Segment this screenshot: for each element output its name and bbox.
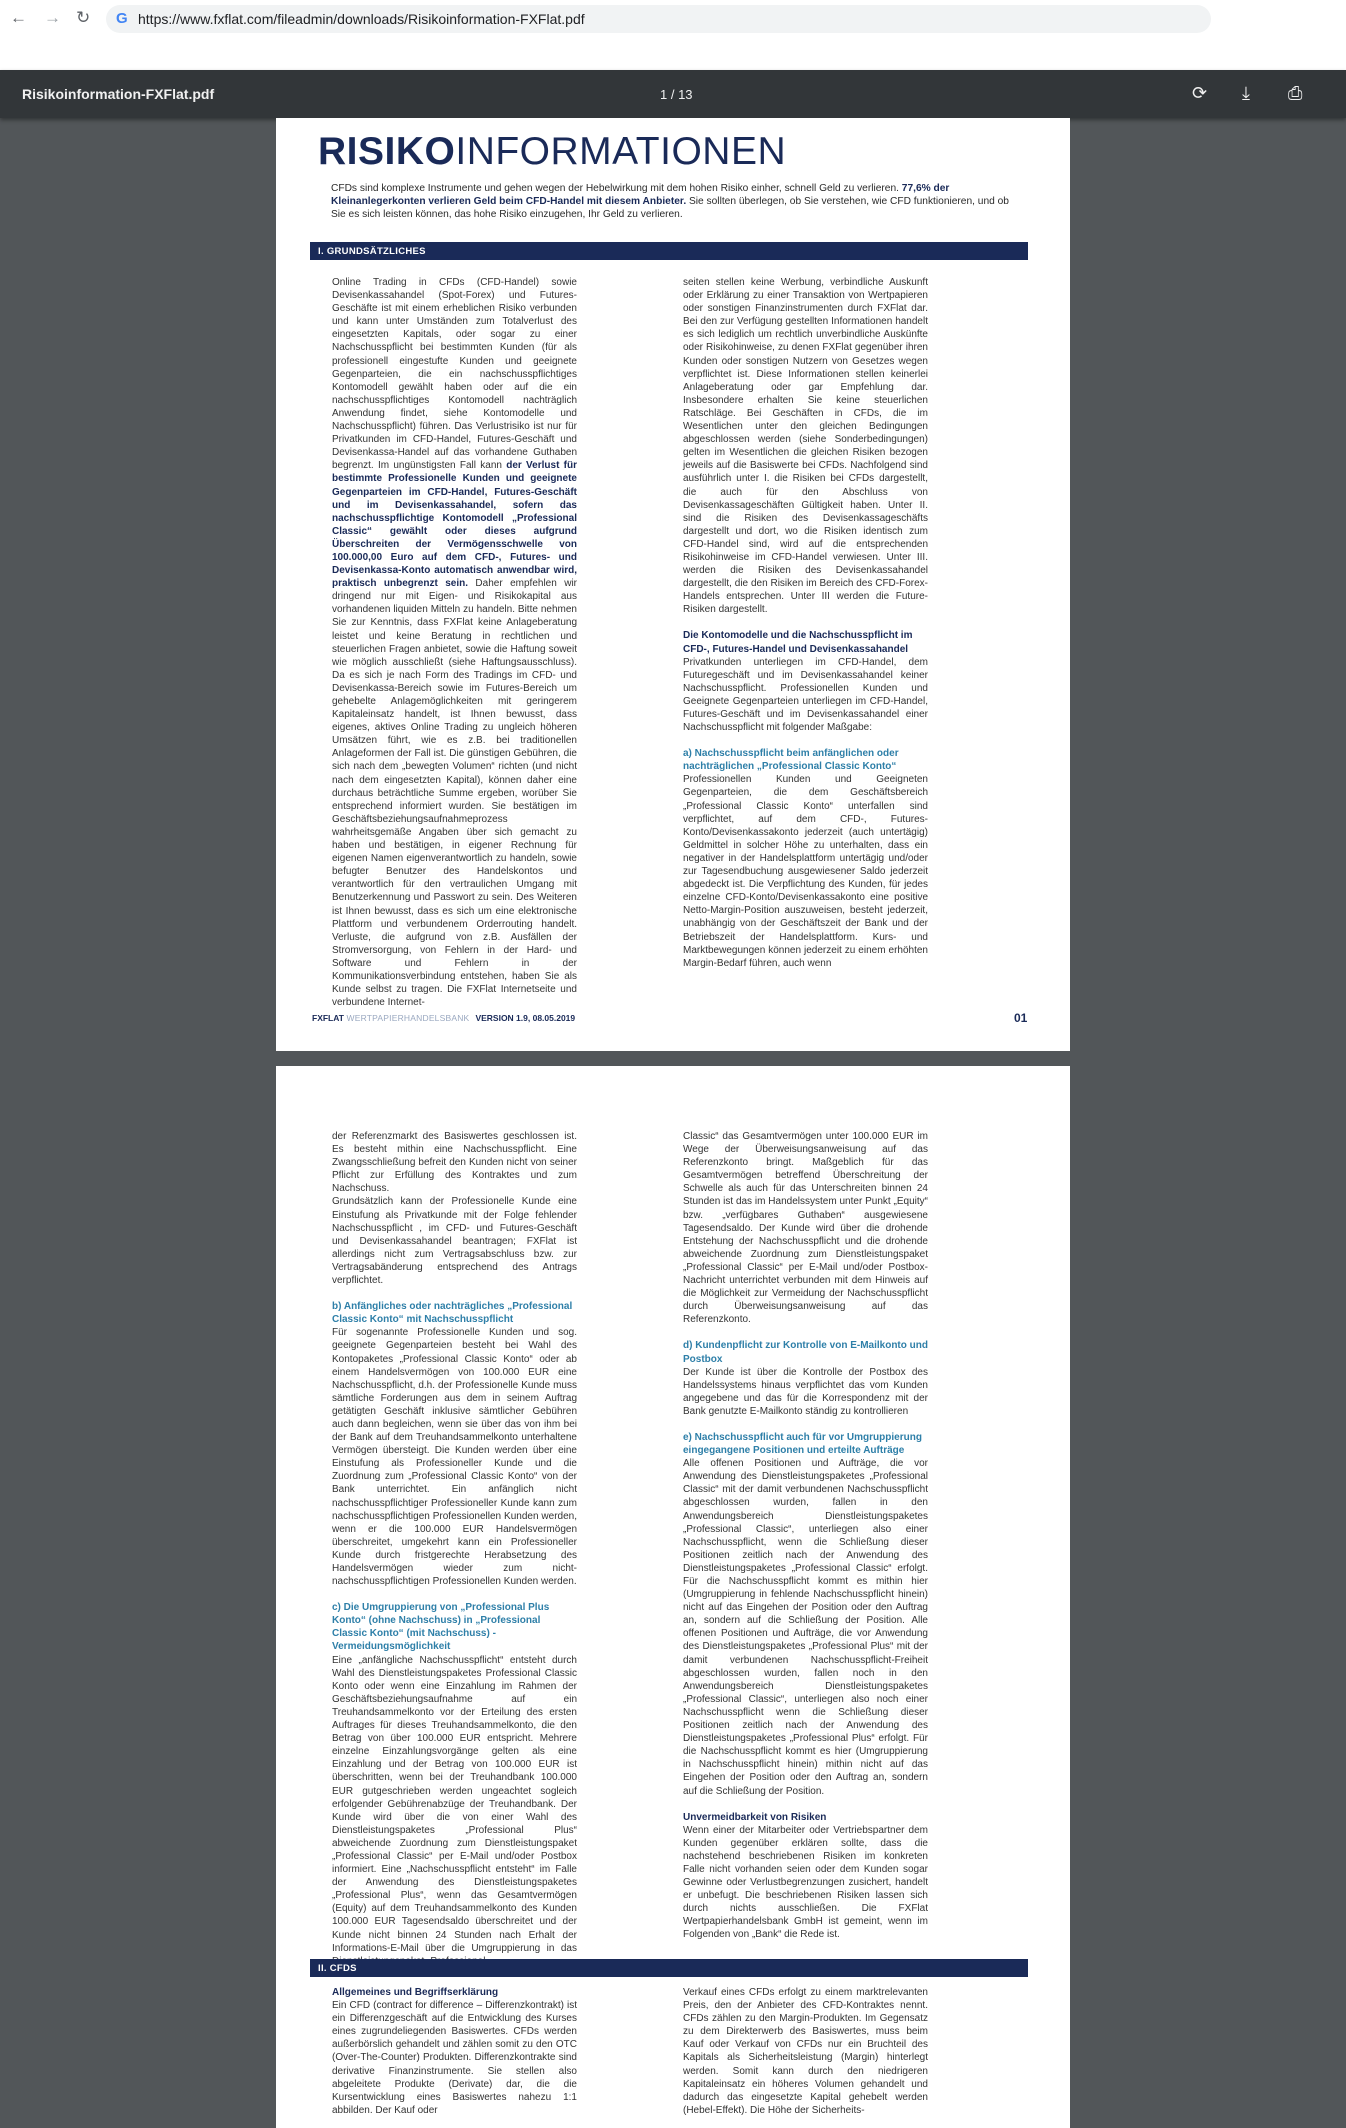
footer-brand: FXFLAT [312, 1013, 344, 1023]
rotate-icon[interactable]: ⟳ [1192, 83, 1208, 103]
footer-subtitle: WERTPAPIERHANDELSBANK [343, 1013, 470, 1023]
intro-part: CFDs sind komplexe Instrumente und gehen wegen der Hebelwirkung mit dem hohen Risiko einher, schnell Geld zu verlieren. [331, 183, 902, 194]
subheading: d) Kundenpflicht zur Kontrolle von E-Mailkonto und Postbox [683, 1340, 928, 1365]
intro-text [331, 182, 1021, 222]
title-bold: RISIKO [318, 130, 456, 173]
column-left [332, 1130, 577, 2019]
paragraph: Wenn einer der Mitarbeiter oder Vertriebspartner dem Kunden gegenüber erklären sollte, dass die nachstehend beschriebenen Risiken im konkreten Falle nicht vorhanden seien oder dem Kunden sogar Gewinne oder Verlustbegrenzungen zusichert, handelt er unbefugt. Die beschriebenen Risiken lassen sich durch nichts ausschließen. Die FXFlat Wertpapierhandelsbank GmbH ist gemeint, wenn im Folgenden von „Bank“ die Rede ist. [683, 1824, 928, 1941]
forward-icon[interactable]: → [44, 8, 61, 27]
paragraph: Ein CFD (contract for difference – Differenzkontrakt) ist ein Differenzgeschäft auf die Entwicklung des Kurses eines zugrundeliegenden Basiswertes. CFDs werden außerbörslich gehandelt und zählen somit zu den OTC (Over-The-Counter) Produkten. Differenzkontrakte sind derivative Finanzinstrumente. Sie stellen also abgeleitete Produkte (Derivate) dar, die die Kursentwicklung eines Basiswertes nahezu 1:1 abbilden. Der Kauf oder [332, 2000, 577, 2116]
text: Online Trading in CFDs (CFD-Handel) sowie Devisenkassahandel (Spot-Forex) und Futures-Geschäfte ist mit einem erheblichen Risiko verbunden und kann unter Umständen zum Totalverlust des eingesetzten Kapitals, oder sogar zu einer Nachschusspflicht bei bestimmten Kunden (für als professionell eingestufte Kunden und geeignete Gegenparteien, die ein nachschusspflichtiges Kontomodell gewählt haben oder auf die ein nachschusspflichtiges Kontomodell nachträglich Anwendung findet, siehe Kontomodelle und Nachschusspflicht) führen. Das Verlustrisiko ist nur für Privatkunden im CFD-Handel, Futures-Geschäft und Devisenkassa-Handel auf das vorhandene Guthaben begrenzt. Im ungünstigsten Fall kann [332, 277, 577, 472]
section-header: II. CFDS [310, 1959, 1028, 1977]
subheading: a) Nachschusspflicht beim anfänglichen oder nachträglichen „Professional Classic Konto“ [683, 748, 899, 773]
column-right [683, 1130, 928, 2019]
subheading: e) Nachschusspflicht auch für vor Umgruppierung eingegangene Positionen und erteilte Aufträge [683, 1431, 922, 1457]
google-icon: G [116, 10, 128, 27]
subheading: b) Anfängliches oder nachträgliches „Professional Classic Konto“ mit Nachschusspflicht [332, 1301, 573, 1326]
paragraph: Alle offenen Positionen und Aufträge, die vor Anwendung des Dienstleistungspaketes „Professional Classic“ mit der damit verbundenen Nachschusspflicht abgeschlossen wurden, fallen in den Anwendungsbereich Dienstleistungspaketes „Professional Classic“, unterliegen also einer Nachschusspflicht, wenn die Schließung dieser Positionen zeitlich nach der Anwendung des Dienstleistungspaketes „Professional Classic“ erfolgt. Für die Nachschusspflicht kommt es mithin hier (Umgruppierung in fehlende Nachschusspflicht hinein) nicht auf das Eingehen der Position oder den Auftrag an, sondern auf die Schließung der Position. Alle offenen Positionen und Aufträge, die vor Anwendung des Dienstleistungspaketes „Professional Plus“ mit der damit verbundenen Nachschusspflicht-Freiheit abgeschlossen wurden, fallen noch in den Anwendungsbereich Dienstleistungspaketes „Professional Classic“, unterliegen also noch einer Nachschusspflicht wenn die Schließung dieser Positionen zeitlich nach der Anwendung des Dienstleistungspaketes „Professional Plus“ erfolgt. Für die Nachschusspflicht kommt es hier (Umgruppierung in Nachschusspflicht hinein) mithin nicht auf das Eingehen der Position oder den Auftrag an, sondern auf die Schließung der Position. [683, 1458, 928, 1797]
title-light: INFORMATIONEN [455, 130, 787, 173]
address-bar[interactable] [106, 5, 1211, 33]
document-title [318, 130, 786, 174]
column-left-cfd [332, 1986, 577, 2128]
paragraph: Classic“ das Gesamtvermögen unter 100.000 EUR im Wege der Überweisungsanweisung auf das Referenzkonto bringt. Maßgeblich für das Gesamtvermögen betreffend Überschreitung der Schwelle als auch für das Unterschreiten binnen 24 Stunden ist das im Handelssystem unter Punkt „Equity“ bzw. „verfügbares Guthaben“ ausgewiesene Tagesendsaldo. Der Kunde wird über die drohende Entstehung der Nachschusspflicht und die drohende abweichende Zuordnung zum Dienstleistungspaket „Professional Classic“ per E-Mail und/oder Postbox-Nachricht unterrichtet verbunden mit dem Hinweis auf die Möglichkeit zur Vermeidung der Nachschusspflicht durch Überweisungsanweisung auf das Referenzkonto. [683, 1131, 928, 1326]
intro-highlight: 77,6% der Kleinanlegerkonten verlieren Geld beim CFD-Handel mit diesem Anbieter. [331, 183, 950, 208]
footer-version: VERSION 1.9, 08.05.2019 [475, 1013, 576, 1023]
url-text[interactable]: https://www.fxflat.com/fileadmin/downloads/Risikoinformation-FXFlat.pdf [138, 11, 585, 27]
browser-toolbar [0, 0, 1346, 70]
pdf-title: Risikoinformation-FXFlat.pdf [22, 86, 215, 102]
paragraph: Grundsätzlich kann der Professionelle Kunde eine Einstufung als Privatkunde mit der Folge fehlender Nachschusspflicht , im CFD- und Futures-Geschäft und Devisenkassahandel beantragen; FXFlat ist allerdings nicht zum Vertragsabschluss bzw. zur Vertragsabänderung entsprechend des Antrags verpflichtet. [332, 1196, 577, 1287]
paragraph: Professionellen Kunden und Geeigneten Gegenparteien, die dem Geschäftsbereich „Professional Classic Konto“ unterfallen sind verpflichtet, auf dem CFD-, Futures-Konto/Devisenkassakonto jederzeit (auch untertägig) Geldmittel in solcher Höhe zu unterhalten, dass ein negativer in der Handelsplattform untertägig und/oder zur Tagesendbuchung ausgewiesener Saldo jederzeit abgedeckt ist. Die Verpflichtung des Kunden, für jedes einzelne CFD-Konto/Devisenkassakonto eine positive Netto-Margin-Position auszuweisen, besteht jederzeit, unabhängig von der Geschäftszeit der Bank und der Betriebszeit der Handelsplattform. Kurs- und Marktbewegungen können jederzeit zu einem erhöhten Margin-Bedarf führen, auch wenn [683, 774, 928, 969]
paragraph: seiten stellen keine Werbung, verbindliche Auskunft oder Erklärung zu einer Transaktion von Wertpapieren oder sonstigen Finanzinstrumenten durch FXFlat dar. Bei den zur Verfügung gestellten Informationen handelt es sich lediglich um rechtlich unverbindliche Auskünfte oder Risikohinweise, zu denen FXFlat gegenüber ihren Kunden oder sonstigen Nutzern von Gesetzes wegen verpflichtet ist. Diese Informationen stellen keinerlei Anlageberatung oder gar Empfehlung dar. Insbesondere erhalten Sie keine steuerlichen Ratschläge. Bei Geschäften in CFDs, die im Wesentlichen unter den gleichen Bedingungen abgeschlossen werden (siehe Sonderbedingungen) gelten im Wesentlichen die gleichen Risiken bezogen jeweils auf die Basiswerte bei CFDs. Nachfolgend sind ausführlich unter I. die Risiken bei CFDs dargestellt, die auch für den Abschluss von Devisenkassageschäften Gültigkeit haben. Unter II. sind die Risiken des Devisenkassageschäfts dargestellt und dort, wo die Risiken identisch zum CFD-Handel sind, wird auf die entsprechenden Risikohinweise im CFD-Handel verwiesen. Unter III. werden die Risiken des Devisenkassahandel dargestellt, die den Risiken im Bereich des CFD-Forex-Handels entsprechen. Unter III werden die Future-Risiken dargestellt. [683, 277, 928, 616]
pdf-page-2 [276, 1066, 1070, 2128]
subheading: c) Die Umgruppierung von „Professional Plus Konto“ (ohne Nachschuss) in „Professional Classic Konto“ (mit Nachschuss) - Vermeidungsmöglichkeit [332, 1602, 550, 1653]
column-right [683, 276, 928, 976]
reload-icon[interactable]: ↻ [76, 8, 91, 27]
page-footer [312, 1013, 575, 1023]
column-left [332, 276, 577, 1009]
paragraph: Privatkunden unterliegen im CFD-Handel, dem Futuregeschäft und im Devisenkassahandel keiner Nachschusspflicht. Professionellen Kunden und Geeignete Gegenparteien unterliegen im CFD-Handel, Futures-Geschäft und im Devisenkassahandel einer Nachschusspflicht mit folgender Maßgabe: [683, 656, 928, 734]
text: Daher empfehlen wir dringend nur mit Eigen- und Risikokapital aus vorhandenen liquiden Mitteln zu handeln. Bitte nehmen Sie zur Kenntnis, dass FXFlat keine Anlageberatung leistet und keine Beratung in rechtlichen und steuerlichen Fragen anbietet, sowie die Haftung soweit wie möglich ausschließt (siehe Haftungsausschluss). Da es sich je nach Form des Tradings im CFD- und Devisenkassa-Bereich sowie im Futures-Bereich um gehebelte Anlagemöglichkeiten mit geringerem Kapitaleinsatz handelt, ist Ihnen bewusst, dass eigenes, aktives Online Trading zu ungleich höheren Umsätzen führt, wie es z.B. bei traditionellen Anlageformen der Fall ist. Die günstigen Gebühren, die sich nach dem „bewegten Volumen“ richten (und nicht nach dem eingesetzten Kapital), können daher eine durchaus beträchtliche Summe ergeben, worüber Sie entsprechend informiert wurden. Sie bestätigen im Geschäftsbeziehungsaufnahmeprozess wahrheitsgemäße Angaben über sich gemacht zu haben und bestätigen, in eigener Rechnung für eigenen Namen eigenverantwortlich zu handeln, sowie befugter Benutzer des Handelskontos und verantwortlich für den vertraulichen Umgang mit Benutzerkennung und Passwort zu sein. Des Weiteren ist Ihnen bewusst, dass es sich um eine elektronische Plattform und verbundenem Orderrouting handelt. Verluste, die aufgrund von z.B. Ausfällen der Stromversorgung, von Fehlern in der Hard- und Software und Fehlern in der Kommunikationsverbindung entstehen, haben Sie als Kunde selbst zu tragen. Die FXFlat Internetseite und verbundene Internet- [332, 578, 577, 1009]
subheading: Die Kontomodelle und die Nachschusspflicht im CFD-, Futures-Handel und Devisenkassahandel [683, 630, 913, 655]
bold-text: der Verlust für bestimmte Professionelle Kunden und geeignete Gegenparteien im CFD-Handel, Futures-Geschäft und im Devisenkassahandel, sofern das nachschusspflichtige Kontomodell „Professional Classic“ gewählt oder dieses aufgrund Überschreiten der Vermögensschwelle von 100.000,00 Euro auf dem CFD-, Futures- und Devisenkassa-Konto automatisch anwendbar wird, praktisch unbegrenzt sein. [332, 460, 577, 590]
paragraph: Für sogenannte Professionelle Kunden und sog. geeignete Gegenparteien besteht bei Wahl des Kontopaketes „Professional Classic Konto“ oder ab einem Handelsvermögen von 100.000 EUR eine Nachschusspflicht, d.h. der Professionelle Kunde muss sämtliche Forderungen aus dem in seinem Auftrag getätigten Geschäft inklusive sämtlicher Gebühren auch dann begleichen, wenn sie über das von ihm bei der Bank auf dem Treuhandsammelkonto unterhaltene Vermögen übersteigt. Die Kunden werden über eine Einstufung als Professioneller Kunde und die Zuordnung zum „Professional Classic Konto“ von der Bank unterrichtet. Ein anfänglich nicht nachschusspflichtiger Professioneller Kunde kann zum nachschusspflichtigen Professionellen Kunden werden, wenn er die 100.000 EUR Handelsvermögen überschreitet, umgekehrt kann ein Professioneller Kunde durch fristgerechte Herabsetzung des Handelsvermögen wieder zum nicht-nachschusspflichtigen Professionellen Kunden werden. [332, 1327, 577, 1588]
paragraph [332, 276, 577, 1009]
pdf-viewer-toolbar [0, 70, 1346, 118]
paragraph: Eine „anfängliche Nachschusspflicht“ entsteht durch Wahl des Dienstleistungspaketes Professional Classic Konto oder wenn eine Einzahlung im Rahmen der Geschäftsbeziehungsaufnahme auf ein Treuhandsammelkonto vor der Erteilung des ersten Auftrages für dieses Treuhandsammelkonto, die den Betrag von über 100.000 EUR entspricht. Mehrere einzelne Einzahlungsvorgänge gelten als eine Einzahlung und der Betrag von 100.000 EUR ist überschritten, wenn bei der Treuhandbank 100.000 EUR gutgeschrieben werden ungeachtet sogleich erfolgender Gebührenabzüge der Treuhandbank. Der Kunde wird über die von einer Wahl des Dienstleistungspaketes „Professional Plus“ abweichende Zuordnung zum Dienstleistungspaket „Professional Classic“ per E-Mail und/oder Postbox informiert. Eine „Nachschusspflicht entsteht“ im Falle der Anwendung des Dienstleistungspaketes „Professional Plus“, wenn das Gesamtvermögen (Equity) auf dem Treuhandsammelkonto des Kunden 100.000 EUR Tagesendsaldo überschreitet und der Kunde nicht binnen 24 Stunden nach Erhalt der Informations-E-Mail über die Umgruppierung in das [332, 1654, 577, 1954]
page-number: 01 [1014, 1011, 1028, 1025]
paragraph: der Referenzmarkt des Basiswertes geschlossen ist. Es besteht mithin eine Nachschusspflicht. Eine Zwangsschließung befreit den Kunden nicht von seiner Pflicht zur Erfüllung des Kontraktes und zum Nachschuss. [332, 1131, 577, 1195]
column-right-cfd [683, 1986, 928, 2128]
back-icon[interactable]: ← [10, 8, 27, 27]
page-indicator[interactable]: 1 / 13 [660, 87, 693, 102]
print-icon[interactable]: ⎙ [1288, 83, 1303, 103]
subheading: Unvermeidbarkeit von Risiken [683, 1811, 827, 1823]
pdf-page-1 [276, 118, 1070, 1051]
intro-part: Sie sollten überlegen, ob Sie verstehen, wie CFD funktionieren, und ob Sie es sich leisten können, das hohe Risiko einzugehen, Ihr Geld zu verlieren. [331, 196, 1009, 221]
download-icon[interactable]: ⤓ [1242, 83, 1250, 103]
paragraph: Verkauf eines CFDs erfolgt zu einem marktrelevanten Preis, den der Anbieter des CFD-Kontraktes nennt. CFDs zählen zu den Margin-Produkten. Im Gegensatz zu dem Direkterwerb des Basiswertes, muss beim Kauf oder Verkauf von CFDs nur ein Bruchteil des Kapitals als Sicherheitsleistung (Margin) hinterlegt werden. Somit kann durch den niedrigeren Kapitaleinsatz ein höheres Volumen gehandelt und dadurch das eingesetzte Kapital gehebelt werden (Hebel-Effekt). Die Höhe der Sicherheits- [683, 1987, 928, 2116]
section-header: I. GRUNDSÄTZLICHES [310, 242, 1028, 260]
subheading: Allgemeines und Begriffserklärung [332, 1987, 499, 1998]
paragraph: Der Kunde ist über die Kontrolle der Postbox des Handelssystems hinaus verpflichtet das vom Kunden angegebene und das für die Korrespondenz mit der Bank genutzte E-Mailkonto ständig zu kontrollieren [683, 1366, 928, 1417]
